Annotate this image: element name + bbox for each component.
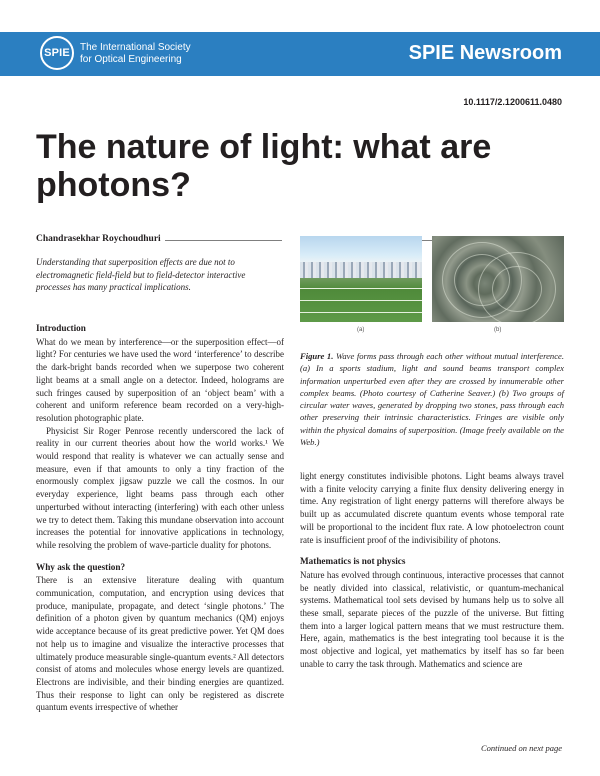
figure-caption: [300, 350, 564, 448]
caption-text: Wave forms pass through each other without mutual interference. (a) In a sports stadium, light and sound beams transport complex information unperturbed even after they are crossed by innumerable other complex beams. (Photo courtesy of Catherine Seaver.) (b) Two groups of circular water waves, generated by dropping two stones, pass through each other preserving their intrinsic characteristics. Fringes are visible only within the physical domains of superposition. (Image freely available on the Web.): [300, 351, 565, 448]
org-line-2: for Optical Engineering: [80, 54, 182, 65]
pitch-line: [300, 300, 422, 301]
caption-lead: Figure 1.: [300, 351, 334, 361]
section-heading-why-ask: Why ask the question?: [36, 561, 126, 572]
left-column: [36, 322, 284, 714]
figure-water-waves-image: [432, 236, 564, 322]
figure-label-b: (b): [494, 327, 502, 333]
logo-text: SPIE: [44, 47, 70, 59]
spie-logo-icon[interactable]: [40, 36, 74, 70]
abstract: Understanding that superposition effects are due not to electromagnetic field-field but to field-detector interactive processes has many practical implications.: [36, 257, 246, 293]
figure-stadium-image: [300, 236, 422, 322]
article-title: The nature of light: what are photons?: [36, 128, 492, 204]
continued-note[interactable]: Continued on next page: [481, 743, 562, 753]
section-heading-mathematics: Mathematics is not physics: [300, 556, 406, 567]
figure-label-a: (a): [357, 327, 365, 333]
paragraph: Nature has evolved through continuous, interactive processes that cannot be neatly divided into classical, relativistic, or quantum-mechanical systems. Mathematical tool sets devised by humans help us to solve all these small, separate pieces of the puzzle of the universe. But fitting them into a larger logical pattern means that we must restructure them. Here, again, mathematics is the best integrating tool because it is the most objective and logical, yet mathematics by itself has so far been unable to carry the task through. Mathematics and science are: [300, 569, 564, 669]
section-heading-introduction: Introduction: [36, 323, 86, 333]
pitch-line: [300, 312, 422, 313]
right-column: [300, 470, 564, 671]
newsroom-title[interactable]: SPIE Newsroom: [408, 42, 562, 64]
pitch-line: [300, 288, 422, 289]
stadium-stands: [300, 262, 422, 278]
paragraph: What do we mean by interference—or the superposition effect—of light? For centuries we have used the word ‘interference’ to describe the dark-bright bands recorded when we superpose two coherent light beams at a small angle on a detector. Indeed, holograms are such fringes caused by superposition of an ‘object beam’ with a coherent and uniform reference beam recorded on a very-high-resolution photographic plate.: [36, 336, 284, 423]
paragraph: There is an extensive literature dealing with quantum communication, computation, and encryption using devices that produce, manipulate, propagate, and detect ‘single photons.’ The definition of a photon given by quantum mechanics (QM) enjoys wide acceptance because of its great predictive power. Yet QM does not help us to imagine and visualize the interactive processes that ultimately produce measurable single-quantum events.² All detectors consist of atoms and molecules whose energy levels are quantized. Electrons are indivisible, and their binding energies are quantized. Thus their response to light can only be registered as discrete quantum events irrespective of whether: [36, 575, 284, 713]
paragraph: light energy constitutes indivisible photons. Light beams always travel with a finite velocity carrying a finite flux density delivering energy in time. Any registration of light energy patterns will therefore always be built up as accumulated discrete quantum events whose temporal rate will be proportional to the incident flux rate. A low photoelectron count rate is insufficient proof of the indivisibility of photons.: [300, 471, 564, 545]
organization-name: [80, 42, 191, 66]
wave-ring: [478, 252, 556, 322]
doi: 10.1117/2.1200611.0480: [463, 97, 562, 107]
paragraph: Physicist Sir Roger Penrose recently underscored the lack of reality in our current theories about how the world works.¹ We would respond that reality is whatever we can actually sense and measure, even if that amounts to only a tiny fraction of the enormously complex jigsaw puzzle we call the cosmos. In our everyday experience, light beams pass through each other unperturbed without interacting (interfering) with each other unless we try to detect them. Taking this mundane observation into account increases the potential for innovative applications in technology, while resolving the problem of wave-particle duality for photons.: [36, 425, 284, 550]
author-name: Chandrasekhar Roychoudhuri: [36, 234, 165, 244]
org-line-1: The International Society: [80, 42, 191, 53]
